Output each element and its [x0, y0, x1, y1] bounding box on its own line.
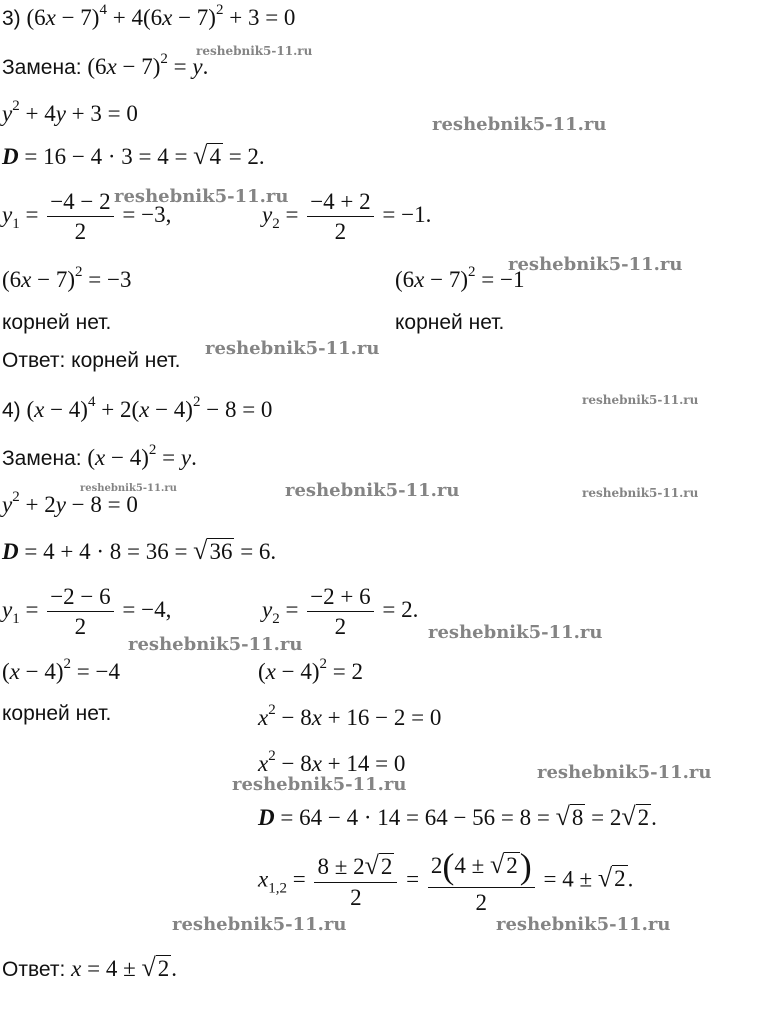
var-x: x: [311, 751, 322, 776]
expr-part: + 4: [19, 101, 56, 126]
quadratic-equation: [2, 489, 138, 517]
var-y: y: [262, 201, 273, 227]
watermark: reshebnik5-11.ru: [128, 634, 303, 655]
case-1: [2, 264, 132, 292]
subscript: 1,2: [268, 880, 287, 897]
exponent: 2: [192, 394, 201, 410]
exponent: 4: [99, 2, 107, 18]
numerator: −4 + 2: [307, 190, 373, 217]
exponent: 2: [63, 656, 72, 672]
var-y: y: [192, 54, 203, 79]
no-roots-text: корней нет.: [2, 311, 112, 334]
expr-part: (: [26, 397, 35, 422]
exponent: 2: [12, 98, 20, 114]
fraction-y1: [47, 585, 113, 638]
denominator: 2: [334, 614, 347, 639]
expr-part: − 4): [105, 445, 149, 470]
expr-part: =: [279, 201, 305, 227]
expr-part: = 2.: [376, 596, 419, 622]
roots-line: [2, 585, 171, 638]
expr-part: − 8 = 0: [65, 492, 138, 517]
watermark: reshebnik5-11.ru: [205, 338, 380, 359]
roots-formula: [258, 848, 633, 914]
expr-part: = −4,: [116, 596, 172, 622]
answer-line: [2, 955, 177, 981]
var-x: x: [311, 705, 322, 730]
radicand: 36: [209, 539, 233, 564]
fraction-y2: [307, 585, 373, 638]
expr-part: (: [2, 659, 10, 684]
expr-part: = 6.: [234, 539, 277, 564]
discriminant-symbol: D: [2, 144, 19, 169]
sqrt: [621, 802, 651, 831]
expr-part: = −4: [71, 659, 120, 684]
var-y: y: [2, 101, 13, 126]
discriminant-symbol: D: [2, 539, 19, 564]
answer-label: Ответ:: [2, 958, 72, 981]
var-x: x: [95, 445, 106, 470]
watermark: reshebnik5-11.ru: [285, 480, 460, 501]
expr-part: − 4): [275, 659, 320, 684]
var-x: x: [71, 956, 82, 981]
fraction-y1: [47, 190, 113, 243]
expr-part: = 4 ±: [81, 956, 142, 981]
fraction-2: [428, 848, 535, 914]
watermark: reshebnik5-11.ru: [232, 774, 407, 795]
expr-part: = 2: [585, 805, 622, 830]
var-x: x: [106, 54, 117, 79]
case-2: [258, 656, 364, 684]
numerator: −2 + 6: [307, 585, 373, 612]
denominator: 2: [350, 885, 362, 910]
problem-3-equation: [2, 2, 296, 30]
var-x: x: [258, 866, 269, 892]
var-x: x: [21, 267, 32, 292]
discriminant-line: [2, 143, 265, 169]
exponent: 2: [268, 702, 276, 718]
discriminant-symbol: D: [258, 805, 275, 830]
radical-sign: √: [141, 953, 156, 982]
expr-part: − 8: [275, 705, 312, 730]
problem-number: 4): [2, 399, 21, 422]
subscript: 2: [272, 610, 280, 627]
fraction-1: [314, 853, 397, 909]
var-y: y: [55, 101, 66, 126]
radicand: 2: [506, 853, 518, 878]
substitution-label: Замена:: [2, 56, 82, 79]
expr-part: = 2: [327, 659, 364, 684]
simplified-equation: [258, 748, 406, 776]
radical-sign: √: [193, 141, 208, 170]
denominator: 2: [74, 614, 87, 639]
case-1: [2, 656, 120, 684]
var-y: y: [2, 201, 13, 227]
roots-line-2: [262, 585, 418, 638]
expr-part: + 4(6: [106, 5, 163, 30]
var-x: x: [45, 5, 56, 30]
expr-part: =: [19, 596, 45, 622]
watermark: reshebnik5-11.ru: [172, 914, 347, 935]
var-y: y: [55, 492, 66, 517]
watermark: reshebnik5-11.ru: [508, 254, 683, 275]
expr-part: = 64 − 4 · 14 = 64 − 56 = 8 =: [274, 805, 556, 830]
answer-line: Ответ: корней нет.: [2, 349, 181, 372]
var-x: x: [34, 397, 45, 422]
expr-part: (6: [26, 5, 46, 30]
expr-part: 2: [430, 853, 443, 878]
radical-sign: √: [555, 802, 570, 831]
discriminant-line-2: [258, 804, 657, 830]
watermark: reshebnik5-11.ru: [80, 483, 177, 494]
var-x: x: [258, 751, 269, 776]
expr-part: = −3: [82, 267, 132, 292]
expr-part: − 4): [149, 397, 193, 422]
var-x: x: [414, 267, 425, 292]
expr-part: = −3,: [116, 201, 172, 227]
discriminant-line: [2, 538, 276, 564]
expr-part: − 7): [172, 5, 216, 30]
exponent: 2: [268, 748, 276, 764]
var-x: x: [139, 397, 150, 422]
expr-part: + 14 = 0: [321, 751, 406, 776]
expr-part: .: [202, 54, 209, 79]
denominator: 2: [475, 890, 488, 915]
quadratic-equation: [2, 98, 138, 126]
expr-part: .: [627, 866, 634, 892]
exponent: 2: [160, 51, 168, 67]
expr-part: + 2(: [95, 397, 140, 422]
denominator: 2: [334, 219, 347, 244]
expr-part: − 7): [116, 54, 161, 79]
expr-part: =: [156, 445, 181, 470]
fraction-y2: [307, 190, 373, 243]
expr-part: + 2: [19, 492, 56, 517]
exponent: 2: [148, 442, 157, 458]
expr-part: − 8: [275, 751, 312, 776]
expr-part: (: [258, 659, 266, 684]
radical-sign: √: [489, 850, 505, 879]
var-y: y: [262, 596, 273, 622]
radicand: 4: [209, 144, 221, 169]
exponent: 2: [468, 264, 476, 280]
expr-part: (6: [81, 54, 107, 79]
expr-part: + 3 = 0: [223, 5, 296, 30]
expr-part: 8 ± 2: [317, 854, 365, 879]
sqrt: [193, 141, 223, 170]
case-2: [395, 264, 525, 292]
var-x: x: [258, 705, 269, 730]
numerator: [314, 853, 397, 883]
radicand: 2: [614, 866, 626, 892]
numerator: [428, 848, 535, 888]
var-y: y: [2, 596, 13, 622]
var-y: y: [180, 445, 192, 470]
expr-part: = −1: [475, 267, 525, 292]
expr-part: − 4): [44, 397, 88, 422]
expr-part: − 7): [55, 5, 100, 30]
radical-sign: √: [597, 863, 613, 893]
expr-part: = −1.: [376, 201, 432, 227]
expr-part: − 4): [19, 659, 64, 684]
watermark: reshebnik5-11.ru: [432, 114, 607, 135]
radical-sign: √: [621, 802, 636, 831]
expr-part: + 3 = 0: [65, 101, 138, 126]
expr-part: = 4 + 4 · 8 = 36 =: [18, 539, 194, 564]
numerator: −2 − 6: [47, 585, 113, 612]
substitution-line: [2, 442, 197, 470]
expr-part: − 7): [424, 267, 469, 292]
radicand: 2: [637, 805, 650, 830]
radicand: 2: [157, 956, 170, 981]
watermark: reshebnik5-11.ru: [582, 393, 699, 407]
subscript: 1: [12, 215, 20, 232]
sqrt: [555, 802, 586, 831]
substitution-line: [2, 51, 209, 79]
watermark: reshebnik5-11.ru: [496, 914, 671, 935]
expr-part: = 2.: [222, 144, 265, 169]
expr-part: .: [171, 956, 178, 981]
expr-part: (: [81, 445, 96, 470]
exponent: 2: [12, 489, 20, 505]
expr-part: − 8 = 0: [200, 397, 273, 422]
radical-sign: √: [193, 536, 208, 565]
expr-part: =: [400, 866, 425, 892]
var-x: x: [162, 5, 173, 30]
expr-part: =: [279, 596, 305, 622]
expr-part: =: [286, 866, 312, 892]
exponent: 2: [319, 656, 328, 672]
expr-part: (6: [2, 267, 22, 292]
expr-part: + 16 − 2 = 0: [321, 705, 442, 730]
var-y: y: [2, 492, 13, 517]
expr-part: − 7): [31, 267, 76, 292]
watermark: reshebnik5-11.ru: [428, 622, 603, 643]
paren: ): [519, 846, 532, 886]
expr-part: .: [191, 445, 197, 470]
watermark: reshebnik5-11.ru: [582, 486, 699, 500]
radicand: 2: [380, 854, 393, 879]
expr-part: = 16 − 4 · 3 = 4 =: [18, 144, 194, 169]
watermark: reshebnik5-11.ru: [537, 762, 712, 783]
subscript: 2: [272, 215, 280, 232]
radical-sign: √: [364, 851, 379, 880]
watermark: reshebnik5-11.ru: [114, 186, 289, 207]
no-roots-text: корней нет.: [395, 311, 505, 334]
expr-part: .: [651, 805, 657, 830]
sqrt: [193, 536, 234, 565]
problem-number: 3): [2, 7, 21, 30]
no-roots-text: корней нет.: [2, 702, 112, 725]
watermark: reshebnik5-11.ru: [196, 44, 313, 58]
expr-part: =: [19, 201, 45, 227]
exponent: 2: [215, 2, 224, 18]
expr-part: 4 ±: [454, 853, 490, 878]
paren: (: [442, 846, 455, 886]
var-x: x: [9, 659, 20, 684]
exponent: 4: [87, 394, 96, 410]
problem-4-equation: [2, 394, 273, 422]
expanded-equation: [258, 702, 442, 730]
expr-part: (6: [395, 267, 415, 292]
numerator: −4 − 2: [47, 190, 113, 217]
exponent: 2: [75, 264, 83, 280]
expr-part: = 4 ±: [537, 866, 598, 892]
subscript: 1: [12, 610, 20, 627]
denominator: 2: [74, 219, 87, 244]
radicand: 8: [571, 805, 584, 830]
expr-part: =: [167, 54, 193, 79]
substitution-label: Замена:: [2, 447, 82, 470]
var-x: x: [265, 659, 276, 684]
